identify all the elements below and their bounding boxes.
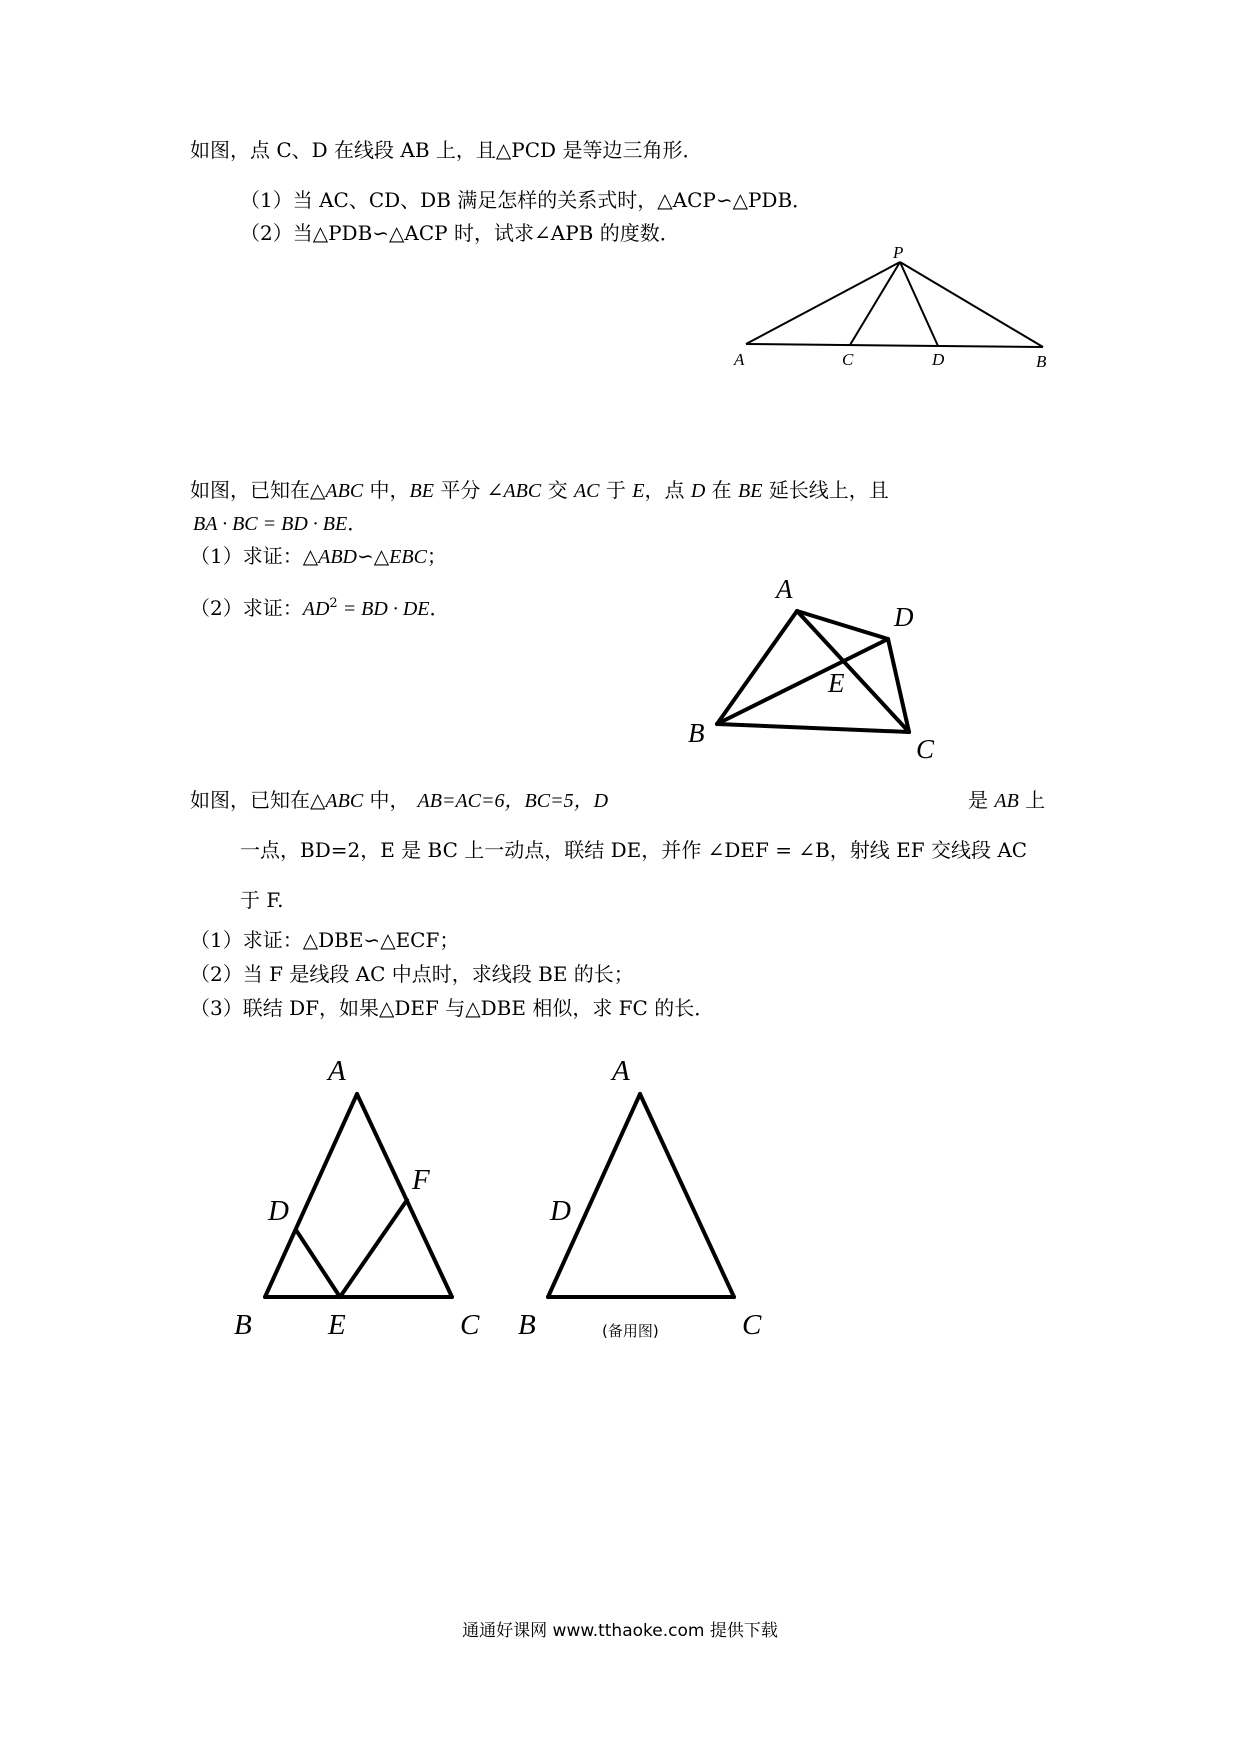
label-c: C: [460, 1309, 480, 1341]
problem3-question-1: （1）求证：△DBE∽△ECF；: [190, 928, 460, 952]
label-d: D: [894, 602, 914, 632]
label-e: E: [828, 668, 845, 698]
label-a: A: [776, 574, 793, 604]
label-a: A: [612, 1055, 630, 1087]
label-d: D: [550, 1195, 571, 1227]
figure-triangle-pcd: [730, 243, 1050, 378]
label-c: C: [842, 350, 854, 369]
problem2-equation: BA · BC = BD · BE．: [193, 511, 368, 535]
problem3-line-2: 一点，BD=2，E 是 BC 上一动点，联结 DE，并作 ∠DEF = ∠B，射线 EF 交线段 AC: [240, 838, 1028, 862]
problem3-line-3: 于 F.: [240, 888, 284, 912]
label-b: B: [688, 718, 705, 748]
problem3-question-3: （3）联结 DF，如果△DEF 与△DBE 相似，求 FC 的长．: [190, 996, 715, 1020]
label-b: B: [518, 1309, 536, 1341]
problem3-stem-end: 是 AB 上: [968, 788, 1046, 812]
label-b: B: [234, 1309, 252, 1341]
problem1-stem: 如图，点 C、D 在线段 AB 上，且△PCD 是等边三角形．: [190, 138, 703, 162]
problem1-question-1: （1）当 AC、CD、DB 满足怎样的关系式时，△ACP∽△PDB．: [240, 188, 813, 212]
label-d: D: [268, 1195, 289, 1227]
label-c: C: [916, 734, 935, 764]
footer-source: 通通好课网 www.tthaoke.com 提供下载: [462, 1621, 778, 1641]
label-a: A: [328, 1055, 346, 1087]
figure-triangle-def: [220, 1050, 500, 1340]
figure-triangle-abc-bisector: [680, 570, 980, 770]
label-c: C: [742, 1309, 762, 1341]
problem2-question-1: （1）求证：△ABD∽△EBC；: [190, 544, 447, 568]
label-f: F: [412, 1164, 430, 1196]
label-e: E: [328, 1309, 346, 1341]
label-a: A: [734, 350, 745, 369]
problem2-stem: 如图，已知在△ABC 中，BE 平分 ∠ABC 交 AC 于 E，点 D 在 BE 延长线上，且: [190, 478, 889, 502]
figure-caption: (备用图): [602, 1322, 659, 1340]
problem2-question-2: （2）求证：$AD^2$ = BD · DE．: [190, 596, 450, 620]
problem3-question-2: （2）当 F 是线段 AC 中点时，求线段 BE 的长；: [190, 962, 634, 986]
label-b: B: [1036, 352, 1047, 371]
problem1-question-2: （2）当△PDB∽△ACP 时，试求∠APB 的度数．: [240, 221, 680, 245]
label-d: D: [932, 350, 945, 369]
figure-spare-triangle: [510, 1050, 800, 1340]
label-p: P: [893, 243, 904, 262]
problem3-stem: 如图，已知在△ABC 中， AB=AC=6，BC=5，D: [190, 788, 609, 812]
